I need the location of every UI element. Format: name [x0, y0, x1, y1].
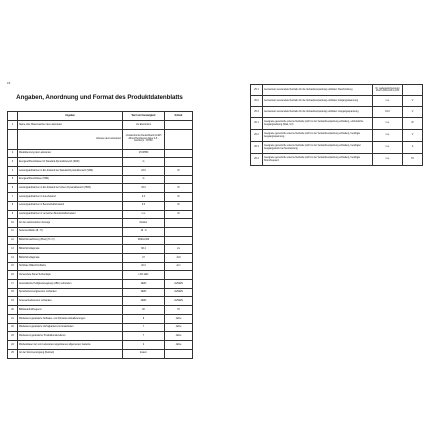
- row-number: 17: [8, 280, 18, 289]
- table-row: [8, 167, 193, 176]
- table-row: [251, 96, 423, 107]
- row-label: Sichtbare Bildschirmfläche: [18, 262, 123, 271]
- table-row: [8, 184, 193, 193]
- row-unit: Jahre: [165, 341, 193, 350]
- row-unit: W: [403, 118, 423, 130]
- row-value: G: [123, 158, 165, 167]
- row-value: 7: [123, 323, 165, 332]
- row-unit: JA/NEIN: [165, 288, 193, 297]
- row-label: Gemeinsam verwendete Netzteile für die Verkaufsverpackung enthalten: Ausgangsspannung: [263, 107, 373, 118]
- table-row: [8, 158, 193, 167]
- row-label: Automatische Helligkeitsregelung (ABC) vorhanden: [18, 280, 123, 289]
- table-row: [251, 130, 423, 142]
- row-unit: W: [165, 210, 193, 219]
- table-row: [8, 236, 193, 245]
- row-number: 15: [8, 262, 18, 271]
- row-number: 13: [8, 245, 18, 254]
- header-name: Angaben: [18, 112, 123, 121]
- table-row: [8, 129, 193, 149]
- row-unit: Hz: [403, 154, 423, 166]
- row-label: Art der elektronischen Anzeige: [18, 219, 123, 228]
- page-number: 16: [7, 81, 11, 85]
- table-row: [8, 280, 193, 289]
- table-row: [8, 253, 193, 262]
- row-label: Mindestens garantierter Produktkundendienst: [18, 332, 123, 341]
- row-label: Mindestens garantierte Verfügbarkeit von Ersatzteilen: [18, 323, 123, 332]
- row-number: 14: [8, 253, 18, 262]
- row-unit: [165, 236, 193, 245]
- row-unit: W: [165, 184, 193, 193]
- row-unit: W: [165, 167, 193, 176]
- row-value: n.a.: [373, 154, 403, 166]
- row-unit: Jahre: [165, 314, 193, 323]
- row-number: 11: [8, 227, 18, 236]
- table-row: [8, 349, 193, 358]
- row-number: 21: [8, 314, 18, 323]
- row-value: 7: [123, 332, 165, 341]
- row-label: Name oder Warenzeichen des Lieferanten: [18, 121, 123, 130]
- table-row: [8, 262, 193, 271]
- row-number: 26.4: [251, 154, 263, 166]
- row-value: n.a.: [373, 130, 403, 142]
- row-number: 25.3: [251, 107, 263, 118]
- row-value: 27UP850: [123, 149, 165, 158]
- row-unit: W: [165, 201, 193, 210]
- row-value: n.a.: [373, 118, 403, 130]
- row-number: 12: [8, 236, 18, 245]
- row-value: NEIN: [123, 297, 165, 306]
- row-label: Modellkennung des Lieferanten: [18, 149, 123, 158]
- row-unit: [165, 158, 193, 167]
- row-value: 23.0: [123, 167, 165, 176]
- row-unit: A: [403, 142, 423, 154]
- row-value: Nr. Ladegerät-Kennung 18-2V AC/LCAP-A 19V: [373, 85, 403, 96]
- table-row: [8, 323, 193, 332]
- row-value: n.a.: [373, 142, 403, 154]
- row-label: Gemeinsam verwendete Netzteile für die Verkaufsverpackung enthalten: Eingangsspannung: [263, 96, 373, 107]
- row-number: 8: [8, 201, 18, 210]
- row-number: 10: [8, 219, 18, 228]
- row-number: 1: [8, 121, 18, 130]
- row-label: Adresse des Lieferanten: [18, 129, 123, 149]
- row-label: Leistungsaufnahme im vernetzten Bereitschaftszustand: [18, 210, 123, 219]
- table-row: [251, 107, 423, 118]
- table-row: [8, 193, 193, 202]
- row-number: 18: [8, 288, 18, 297]
- row-label: Geeignete generische externe Netzteile (nicht in der Verkaufsverpackung enthalten), benötigte Stromfrequenz: [263, 154, 373, 166]
- table-row: [8, 227, 193, 236]
- row-unit: [165, 129, 193, 149]
- row-unit: [403, 85, 423, 96]
- table-row: [8, 288, 193, 297]
- row-label: Mindestdauer der vom Lieferanten angebotenen allgemeinen Garantie: [18, 341, 123, 350]
- row-number: 4: [8, 167, 18, 176]
- row-unit: Hz: [165, 306, 193, 315]
- table-row: [8, 219, 193, 228]
- row-label: Anwesenheitssensor vorhanden: [18, 297, 123, 306]
- power-supply-table: [250, 84, 423, 166]
- row-value: 2: [123, 341, 165, 350]
- row-unit: [165, 271, 193, 280]
- row-unit: Zoll: [165, 253, 193, 262]
- row-unit: dm²: [165, 262, 193, 271]
- row-value: LG Electronics: [123, 121, 165, 130]
- table-row: [8, 245, 193, 254]
- row-number: 22: [8, 323, 18, 332]
- header-unit: Einheit: [165, 112, 193, 121]
- row-number: 16: [8, 271, 18, 280]
- table-row: [8, 297, 193, 306]
- row-number: 20: [8, 306, 18, 315]
- row-unit: [165, 175, 193, 184]
- row-unit: V: [403, 107, 423, 118]
- table-row: [8, 332, 193, 341]
- header-number: [8, 112, 18, 121]
- row-value: 20.0: [123, 262, 165, 271]
- row-label: Bildschirmdiagonale: [18, 253, 123, 262]
- row-value: LCD LED: [123, 271, 165, 280]
- row-number: 3: [8, 158, 18, 167]
- row-number: 5: [8, 175, 18, 184]
- row-label: Geeignete generische externe Netzteile (nicht in der Verkaufsverpackung enthalten), erforderliche Ausgangsleistung (Watt, CV): [263, 118, 373, 130]
- row-unit: [165, 227, 193, 236]
- row-value: Extern: [123, 349, 165, 358]
- row-value: 60: [123, 306, 165, 315]
- row-value: NEIN: [123, 280, 165, 289]
- table-row: [251, 154, 423, 166]
- row-unit: cm: [165, 245, 193, 254]
- table-row: [8, 314, 193, 323]
- row-unit: Jahre: [165, 332, 193, 341]
- row-value: 27: [123, 253, 165, 262]
- row-number: 24: [8, 341, 18, 350]
- row-value: 3840x2160: [123, 236, 165, 245]
- row-number: 19: [8, 297, 18, 306]
- row-value: 16 : 9: [123, 227, 165, 236]
- row-unit: JA/NEIN: [165, 280, 193, 289]
- row-value: 8: [123, 314, 165, 323]
- table-header-row: [8, 112, 193, 121]
- row-label: Spracherkennungssensor vorhanden: [18, 288, 123, 297]
- row-value: LG Electronics Deutschland GmbH Alfred-Herrhausen-Allee 3-5 - Eschborn - 65760: [123, 129, 165, 149]
- row-label: Bildschirmauflösung (Pixel) (H x V): [18, 236, 123, 245]
- table-row: [251, 85, 423, 96]
- row-number: 6: [8, 184, 18, 193]
- row-label: Energieeffizienzklasse für Standard-Dynamikbereich (SDR): [18, 158, 123, 167]
- table-row: [8, 149, 193, 158]
- table-row: [251, 142, 423, 154]
- row-label: Gemeinsam verwendete Netzteile für die Verkaufsverpackung enthalten: Beschreibung: [263, 85, 373, 96]
- row-label: Leistungsaufnahme im Bereitschaftszustand: [18, 201, 123, 210]
- table-row: [8, 201, 193, 210]
- row-value: NEIN: [123, 288, 165, 297]
- row-unit: [165, 219, 193, 228]
- row-label: Leistungsaufnahme im Aus-Zustand: [18, 193, 123, 202]
- row-value: G: [123, 175, 165, 184]
- row-unit: V: [403, 96, 423, 107]
- row-value: 19.0: [373, 107, 403, 118]
- row-number: 9: [8, 210, 18, 219]
- table-row: [8, 271, 193, 280]
- row-number: 25.2: [251, 96, 263, 107]
- row-value: 33.0: [123, 184, 165, 193]
- table-row: [8, 121, 193, 130]
- row-unit: [165, 349, 193, 358]
- row-label: Mindestens garantierte Software- und Firmware-Aktualisierungen: [18, 314, 123, 323]
- row-value: n.a.: [123, 210, 165, 219]
- table-row: [8, 306, 193, 315]
- row-unit: V: [403, 130, 423, 142]
- row-number: 25: [8, 349, 18, 358]
- row-value: 68.4: [123, 245, 165, 254]
- row-number: 26.2: [251, 130, 263, 142]
- row-label: Seitenverhältnis (B : H): [18, 227, 123, 236]
- product-datasheet-table: [7, 111, 193, 359]
- row-label: Geeignete generische externe Netzteile (nicht in der Verkaufsverpackung enthalten), benötigte Ausgangsspannung: [263, 130, 373, 142]
- row-unit: [165, 121, 193, 130]
- row-label: Art der Stromversorgung (Netzteil): [18, 349, 123, 358]
- row-number: 26.1: [251, 118, 263, 130]
- row-unit: JA/NEIN: [165, 297, 193, 306]
- row-unit: W: [165, 193, 193, 202]
- row-number: 26.3: [251, 142, 263, 154]
- row-label: Geeignete generische externe Netzteile (nicht in der Verkaufsverpackung enthalten), benötigter Ausgangsstrom bei Nennleistung: [263, 142, 373, 154]
- row-number: 7: [8, 193, 18, 202]
- header-value: Wert und Genauigkeit: [123, 112, 165, 121]
- row-label: Bildschirmdiagonale: [18, 245, 123, 254]
- row-number: 25.1: [251, 85, 263, 96]
- table-row: [8, 210, 193, 219]
- row-value: 0.3: [123, 193, 165, 202]
- page-title: Angaben, Anordnung und Format des Produktdatenblatts: [16, 94, 183, 101]
- row-label: Leistungsaufnahme im Ein-Zustand bei Standard-Dynamikbereich (SDR): [18, 167, 123, 176]
- row-value: n.a.: [373, 96, 403, 107]
- row-value: Monitor: [123, 219, 165, 228]
- row-label: Bildwiederholfrequenz: [18, 306, 123, 315]
- row-label: Verwendete Panel-Technologie: [18, 271, 123, 280]
- table-row: [251, 118, 423, 130]
- row-label: Energieeffizienzklasse (HDR): [18, 175, 123, 184]
- row-unit: Jahre: [165, 323, 193, 332]
- table-row: [8, 341, 193, 350]
- row-number: 23: [8, 332, 18, 341]
- row-number: 2: [8, 149, 18, 158]
- row-number: [8, 129, 18, 149]
- row-label: Leistungsaufnahme im Ein-Zustand bei hohem Dynamikbereich (HDR): [18, 184, 123, 193]
- row-value: 0.5: [123, 201, 165, 210]
- table-row: [8, 175, 193, 184]
- row-unit: [165, 149, 193, 158]
